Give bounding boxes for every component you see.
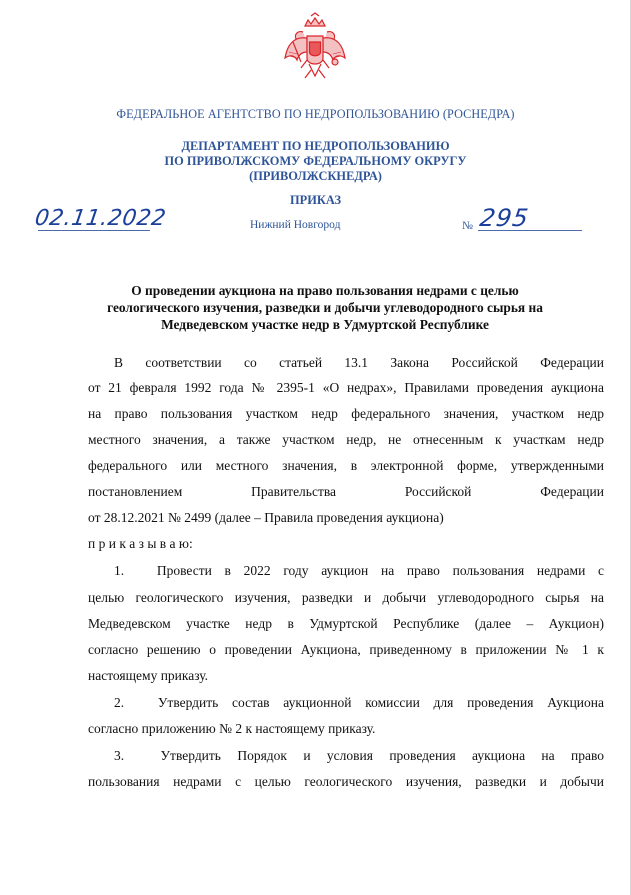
date-underline [38, 230, 150, 231]
department-name [0, 139, 631, 184]
number-underline [478, 230, 582, 231]
title-line: О проведении аукциона на право пользования недрами с целью [131, 283, 519, 298]
number-sign: № [462, 220, 473, 232]
item-2-line: согласно приложению № 2 к настоящему приказу. [88, 721, 376, 736]
department-line: ПО ПРИВОЛЖСКОМУ ФЕДЕРАЛЬНОМУ ОКРУГУ [164, 154, 467, 168]
item-number: 1. [114, 563, 125, 578]
title-line: Медведевском участке недр в Удмуртской Республике [161, 317, 489, 332]
item-3-line [88, 748, 604, 766]
item-2-line [88, 695, 604, 713]
order-date: 02.11.2022 [33, 206, 168, 231]
body-line: постановлением Правительства Российской Федерации [88, 484, 604, 499]
item-text: Утвердить состав аукционной комиссии для проведения Аукциона [157, 695, 604, 710]
item-1-line: Медведевском участке недр в Удмуртской Республике (далее – Аукцион) [88, 616, 604, 631]
body-line: федерального или местного значения, в электронной форме, утвержденными [88, 458, 604, 473]
item-number: 2. [114, 695, 125, 710]
department-line: (ПРИВОЛЖСКНЕДРА) [249, 169, 382, 183]
department-line: ДЕПАРТАМЕНТ ПО НЕДРОПОЛЬЗОВАНИЮ [181, 139, 450, 153]
order-title [60, 282, 590, 333]
item-1-line: целью геологического изучения, разведки и добычи углеводородного сырья на [88, 590, 604, 605]
body-line: на право пользования участком недр федерального значения, участком недр [88, 406, 604, 421]
body-line: от 21 февраля 1992 года № 2395-1 «О недрах», Правилами проведения аукциона [88, 380, 604, 395]
order-directive: п р и к а з ы в а ю: [88, 536, 193, 551]
agency-name: ФЕДЕРАЛЬНОЕ АГЕНТСТВО ПО НЕДРОПОЛЬЗОВАНИЮ (РОСНЕДРА) [116, 107, 515, 121]
item-3-line: пользования недрами с целью геологического изучения, разведки и добычи [88, 774, 604, 789]
title-line: геологического изучения, разведки и добычи углеводородного сырья на [107, 300, 543, 315]
item-text: Утвердить Порядок и условия проведения аукциона на право [160, 748, 605, 763]
item-1-line: согласно решению о проведении Аукциона, приведенному в приложении № 1 к [88, 642, 604, 657]
body-line: В соответствии со статьей 13.1 Закона Российской Федерации [114, 355, 604, 370]
order-number: 295 [478, 204, 531, 232]
item-number: 3. [114, 748, 125, 763]
item-1-line [88, 563, 604, 581]
item-1-line: настоящему приказу. [88, 668, 209, 683]
item-text: Провести в 2022 году аукцион на право пользования недрами с [156, 563, 605, 578]
body-line: местного значения, а также участком недр, не отнесенным к участкам недр [88, 432, 604, 447]
document-type: ПРИКАЗ [289, 193, 341, 207]
order-city: Нижний Новгород [250, 219, 341, 231]
russian-coat-of-arms-icon [283, 12, 347, 88]
body-line: от 28.12.2021 № 2499 (далее – Правила проведения аукциона) [88, 510, 444, 525]
